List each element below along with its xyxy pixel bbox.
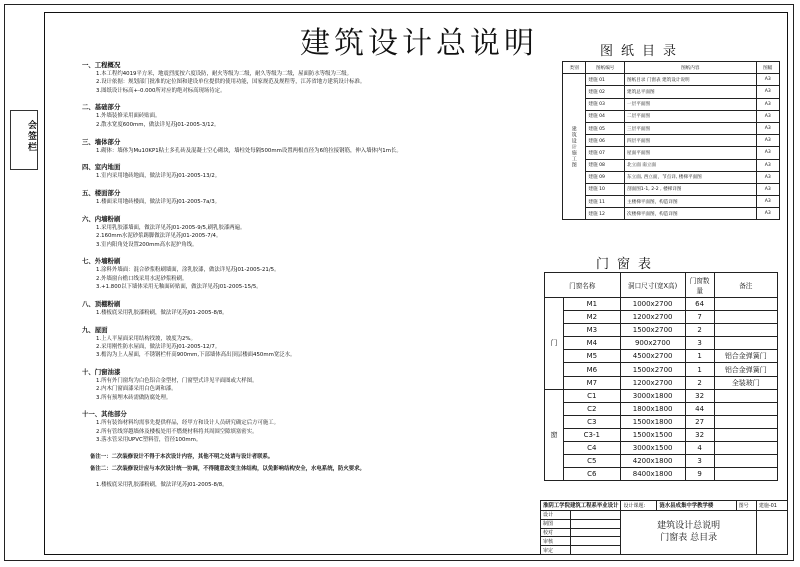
drawing-name-line-1: 建筑设计总说明 (657, 521, 721, 532)
note-line: 3.落水管采用UPVC塑料管，管径100mm。 (96, 436, 202, 443)
index-cell: A3 (756, 183, 779, 195)
tb-row-label: 审定 (541, 546, 571, 555)
opening-remark (714, 455, 777, 468)
opening-size: 8400x1800 (620, 468, 685, 481)
index-cell: 三层平面图 (625, 122, 757, 134)
table-row (545, 415, 778, 428)
opening-count: 2 (685, 324, 714, 337)
opening-count: 27 (685, 415, 714, 428)
opening-id: M5 (564, 350, 621, 363)
table-row (545, 337, 778, 350)
opening-count: 2 (685, 376, 714, 389)
section-heading: 十一、其他部分 (82, 410, 127, 419)
index-cell: 建施 08 (586, 159, 625, 171)
index-cell: 主楼梯平面图，构造详图 (625, 196, 757, 208)
note-line: 1.涂料外墙面：混合砂浆粉刷墙面，涂乳胶漆，做法详见苏J01-2005-21/5。 (96, 267, 280, 274)
opening-remark (714, 468, 777, 481)
opening-count: 64 (685, 298, 714, 311)
note-line: 2.设计依据：规划部门批准的定位图和建设单位提供的使用功能，国家规范及规程等，江苏省地方建筑设计标准。 (96, 79, 366, 86)
table-row (545, 311, 778, 324)
index-cell: A3 (756, 208, 779, 220)
group-label: 门 (545, 298, 564, 390)
opening-count: 4 (685, 442, 714, 455)
opening-remark (714, 428, 777, 441)
remark-line: 备注一：二次装修设计不得于本次设计内容，其他不明之处请与设计者联系。 (90, 453, 274, 460)
tb-row-label: 设计 (541, 510, 571, 519)
header-size: 洞口尺寸(宽X高) (620, 273, 685, 298)
opening-remark (714, 442, 777, 455)
opening-size: 4500x2700 (620, 350, 685, 363)
section-heading: 八、顶棚粉刷 (82, 299, 121, 308)
section-heading: 七、外墙粉刷 (82, 257, 121, 266)
index-cell: 北立面 南立面 (625, 159, 757, 171)
index-cell: 次楼梯平面图，构造详图 (625, 208, 757, 220)
index-cell: 建筑总平面图 (625, 86, 757, 98)
opening-size: 3000x1800 (620, 389, 685, 402)
opening-remark: 铝合金弹簧门 (714, 350, 777, 363)
opening-count: 3 (685, 455, 714, 468)
tb-row-label: 校对 (541, 528, 571, 537)
table-row (545, 389, 778, 402)
index-category: 建筑设计施工图 (563, 74, 586, 220)
note-line: 3.檐沟为上人屋面，不锈钢栏杆高900mm,下部墙体高出顶层楼面450mm宽泛水。 (96, 352, 296, 359)
opening-size: 1500x1800 (620, 415, 685, 428)
table-row (563, 74, 780, 86)
note-line: 2.所有管线穿越墙体及楼板处用不燃烧材料将其周围空隙填塞密实。 (96, 428, 258, 435)
note-line: 2.采用刚性防水屋面，做法详见苏J01-2005-12/7。 (96, 343, 221, 350)
index-cell: 二层平面图 (625, 110, 757, 122)
opening-id: C3-1 (564, 428, 621, 441)
note-line: 3.所有预埋木砖需做防腐处理。 (96, 394, 172, 401)
remark-line: 备注二：二次装修设计应与本次设计统一协调，不得随意改变主体结构，以免影响结构安全，水电系统，防火要求。 (90, 465, 365, 472)
opening-size: 1200x2700 (620, 311, 685, 324)
note-line: 2.内木门窗面漆采用白色调和漆。 (96, 386, 177, 393)
section-heading: 五、楼面部分 (82, 189, 121, 198)
section-heading: 六、内墙粉刷 (82, 214, 121, 223)
opening-remark (714, 402, 777, 415)
table-row (563, 98, 780, 110)
index-cell: 建施 05 (586, 122, 625, 134)
index-cell: A3 (756, 86, 779, 98)
opening-id: C1 (564, 389, 621, 402)
index-cell: A3 (756, 122, 779, 134)
opening-count: 1 (685, 350, 714, 363)
index-cell: 建施 07 (586, 147, 625, 159)
index-cell: 建施 11 (586, 196, 625, 208)
opening-count: 9 (685, 468, 714, 481)
opening-count: 7 (685, 311, 714, 324)
index-cell: 屋面平面图 (625, 147, 757, 159)
index-cell: A3 (756, 98, 779, 110)
opening-count: 3 (685, 337, 714, 350)
table-row (545, 376, 778, 389)
header-name: 门窗名称 (545, 273, 621, 298)
opening-count: 44 (685, 402, 714, 415)
table-row (563, 196, 780, 208)
opening-id: M2 (564, 311, 621, 324)
table-row (563, 135, 780, 147)
index-cell: 建施 10 (586, 183, 625, 195)
opening-id: C4 (564, 442, 621, 455)
opening-remark (714, 324, 777, 337)
table-row (563, 147, 780, 159)
opening-size: 3000x1500 (620, 442, 685, 455)
opening-size: 1200x2700 (620, 376, 685, 389)
header-count: 门窗数量 (685, 273, 714, 298)
table-row (545, 324, 778, 337)
table-row (545, 455, 778, 468)
project-label: 设计课题: (621, 501, 657, 511)
opening-count: 32 (685, 428, 714, 441)
table-row (563, 183, 780, 195)
opening-id: C6 (564, 468, 621, 481)
table-row (563, 110, 780, 122)
opening-size: 1000x2700 (620, 298, 685, 311)
index-header: 类别 (563, 62, 586, 74)
section-heading: 九、屋面 (82, 325, 108, 334)
opening-remark (714, 337, 777, 350)
drawing-index-table (562, 61, 780, 220)
tb-row-label: 制图 (541, 519, 571, 528)
index-header: 图纸内容 (625, 62, 757, 74)
table-row (545, 350, 778, 363)
index-cell: 图纸目录 门窗表 建筑设计说明 (625, 74, 757, 86)
opening-size: 1800x1800 (620, 402, 685, 415)
index-cell: 建施 12 (586, 208, 625, 220)
table-row (563, 122, 780, 134)
opening-count: 1 (685, 363, 714, 376)
tb-row-label: 审核 (541, 537, 571, 546)
sheet-no: 建施-01 (756, 501, 787, 511)
note-line: 1.外墙装修采用面砖贴面。 (96, 113, 161, 120)
index-header: 图幅 (756, 62, 779, 74)
note-line: 1.楼面采用地砖楼面，做法详见苏J01-2005-7a/3。 (96, 199, 221, 206)
window-table-title: 门窗表 (596, 257, 660, 272)
table-row (545, 402, 778, 415)
school-name: 淮阴工学院建筑工程系毕业设计 (541, 501, 621, 511)
opening-size: 1500x2700 (620, 363, 685, 376)
opening-id: M3 (564, 324, 621, 337)
opening-id: C2 (564, 402, 621, 415)
index-cell: 建施 09 (586, 171, 625, 183)
opening-count: 32 (685, 389, 714, 402)
index-cell: A3 (756, 196, 779, 208)
drawing-name-line-2: 门窗表 总目录 (660, 533, 718, 544)
note-line: 1.楼板底采用乳胶漆粉刷，做法详见苏J01-2005-8/8。 (96, 309, 228, 316)
note-line: 1.室内采用地砖地面，做法详见苏J01-2005-13/2。 (96, 173, 221, 180)
index-cell: 东立面, 西立面，节点详, 楼梯平面图 (625, 171, 757, 183)
opening-size: 1500x1500 (620, 428, 685, 441)
index-cell: 剖面图1-1, 2-2 , 楼梯详图 (625, 183, 757, 195)
table-row (545, 363, 778, 376)
opening-id: M6 (564, 363, 621, 376)
opening-size: 900x2700 (620, 337, 685, 350)
index-cell: A3 (756, 159, 779, 171)
title-block (540, 500, 788, 555)
index-cell: 建施 06 (586, 135, 625, 147)
note-line: 1.所有外门窗均为白色铝合金型材，门窗型式详见平面图或大样图。 (96, 377, 258, 384)
index-header: 图纸编号 (586, 62, 625, 74)
index-cell: 四层平面图 (625, 135, 757, 147)
sheet-no-label: 图号 (736, 501, 756, 511)
opening-remark (714, 389, 777, 402)
opening-id: C3 (564, 415, 621, 428)
drawing-name (621, 510, 756, 554)
table-row (545, 442, 778, 455)
note-line: 2.散水宽度600mm，做法详见苏J01-2005-3/12。 (96, 121, 220, 128)
page-title: 建筑设计总说明 (300, 26, 538, 61)
index-cell: A3 (756, 74, 779, 86)
table-row (563, 208, 780, 220)
note-line: 1.上人平屋面采用结构找坡，坡度为2%。 (96, 335, 196, 342)
table-row (563, 159, 780, 171)
opening-size: 4200x1800 (620, 455, 685, 468)
index-cell: 建施 04 (586, 110, 625, 122)
index-cell: A3 (756, 171, 779, 183)
window-door-table (544, 272, 778, 481)
binding-label: 会签栏 (26, 120, 36, 153)
index-cell: A3 (756, 147, 779, 159)
note-line: 3.+1.800以下墙体采用无釉面砖贴面，做法详见苏J01-2005-15/5。 (96, 283, 262, 290)
table-row (545, 428, 778, 441)
opening-id: M1 (564, 298, 621, 311)
index-cell: 建施 03 (586, 98, 625, 110)
group-label: 窗 (545, 389, 564, 481)
opening-remark (714, 298, 777, 311)
section-heading: 四、室内地面 (82, 163, 121, 172)
opening-size: 1500x2700 (620, 324, 685, 337)
note-line: 1.本工程约4019平方米，地震烈度按六度设防，耐火等级为二级，耐久等级为二级，屋面防水等级为三级。 (96, 71, 353, 77)
note-line: 3.图纸设计标高+-0.000所对应的绝对标高现场待定。 (96, 87, 226, 94)
table-row (563, 86, 780, 98)
note-line: 1.砌体：墙体为Mu10KP1粘土多孔砖及混凝土空心砌块，墙柱处每隔500mm设置两根直径为6的拉接钢筋，伸入墙体内1m长。 (96, 147, 402, 154)
section-heading: 十、门窗油漆 (82, 367, 121, 376)
index-cell: A3 (756, 110, 779, 122)
table-row (545, 298, 778, 311)
opening-id: M4 (564, 337, 621, 350)
note-line: 2.外墙窗台檐口线采用水泥砂浆粉刷。 (96, 275, 188, 282)
note-line: 3.室内阳角处设置200mm高水泥护角线。 (96, 241, 198, 248)
index-cell: 一层平面图 (625, 98, 757, 110)
section-heading: 三、墙体部分 (82, 137, 121, 146)
opening-remark: 铝合金弹簧门 (714, 363, 777, 376)
opening-id: M7 (564, 376, 621, 389)
opening-remark: 全装玻门 (714, 376, 777, 389)
index-cell: 建施 02 (586, 86, 625, 98)
header-remark: 备注 (714, 273, 777, 298)
table-row (545, 468, 778, 481)
index-cell: A3 (756, 135, 779, 147)
note-line: 2.160mm水泥砂浆踢脚做法详见苏J01-2005-7/4。 (96, 233, 222, 240)
section-heading: 一、工程概况 (82, 61, 121, 69)
project-name: 涟水县成集中学教学楼 (657, 501, 736, 511)
opening-remark (714, 415, 777, 428)
note-line: 1.所有装饰材料均需事先提供样品，经甲方和设计人员研究确定后方可施工。 (96, 420, 280, 427)
note-line: 1.采用乳胶漆墙面，做法详见苏J01-2005-9/5,刷乳胶漆两遍。 (96, 224, 246, 231)
opening-id: C5 (564, 455, 621, 468)
remark-tail: 1.楼板底采用乳胶漆粉刷，做法详见苏J01-2005-8/8。 (96, 481, 228, 488)
section-heading: 二、基础部分 (82, 103, 121, 112)
drawing-index-title: 图纸目录 (600, 44, 685, 59)
opening-remark (714, 311, 777, 324)
index-cell: 建施 01 (586, 74, 625, 86)
table-row (563, 171, 780, 183)
